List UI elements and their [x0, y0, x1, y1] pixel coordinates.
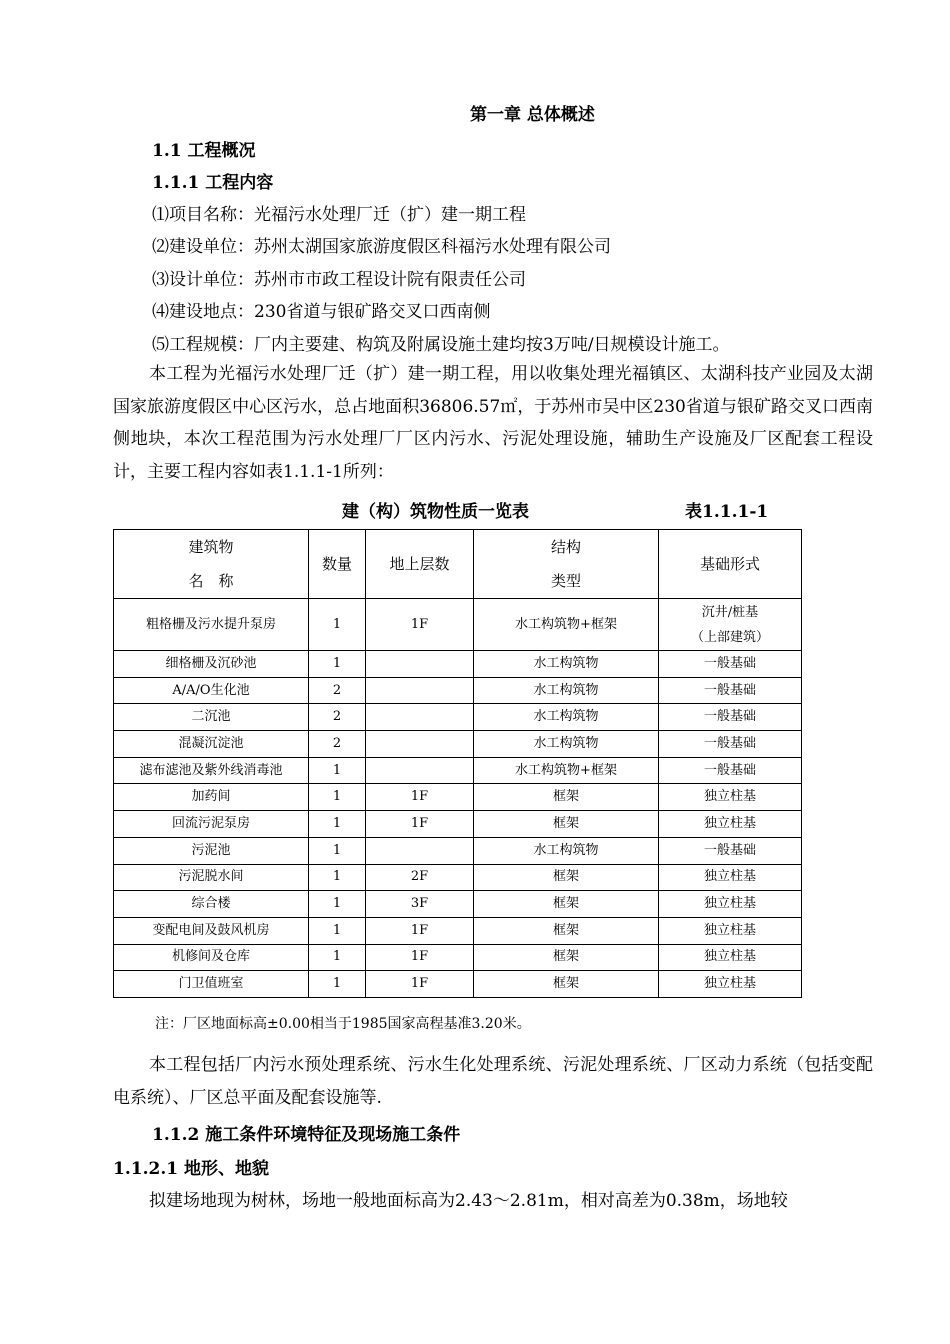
table-row: 门卫值班室 1 1F 框架 独立柱基: [114, 971, 802, 998]
project-name-item: ⑴项目名称：光福污水处理厂迁（扩）建一期工程: [152, 205, 526, 225]
table-row: 粗格栅及污水提升泵房 1 1F 水工构筑物+框架 沉井/桩基 （上部建筑）: [114, 599, 802, 651]
table-row: 混凝沉淀池 2 水工构筑物 一般基础: [114, 731, 802, 758]
table-row: 回流污泥泵房 1 1F 框架 独立柱基: [114, 811, 802, 838]
client-item: ⑵建设单位：苏州太湖国家旅游度假区科福污水处理有限公司: [152, 237, 611, 257]
header-floors: 地上层数: [366, 530, 474, 599]
table-row: 机修间及仓库 1 1F 框架 独立柱基: [114, 944, 802, 971]
header-qty: 数量: [309, 530, 366, 599]
table-note: 注：厂区地面标高±0.00相当于1985国家高程基准3.20米。: [155, 1016, 531, 1032]
section-heading-1-1: 1.1 工程概况: [152, 141, 256, 161]
header-structure: 结构 类型: [474, 530, 659, 599]
header-name: 建筑物 名 称: [114, 530, 309, 599]
scope-paragraph: 本工程包括厂内污水预处理系统、污水生化处理系统、污泥处理系统、厂区动力系统（包括变配电系统）、厂区总平面及配套设施等.: [113, 1055, 873, 1108]
intro-paragraph: 本工程为光福污水处理厂迁（扩）建一期工程，用以收集处理光福镇区、太湖科技产业园及太湖国家旅游度假区中心区污水，总占地面积36806.57㎡，于苏州市吴中区230省道与银矿路交叉口西南侧地块，本次工程范围为污水处理厂厂区内污水、污泥处理设施，辅助生产设施及厂区配套工程设计，主要工程内容如表1.1.1-1所列：: [113, 364, 873, 482]
table-caption: 建（构）筑物性质一览表: [342, 502, 529, 522]
location-item: ⑷建设地点：230省道与银矿路交叉口西南侧: [152, 302, 491, 322]
chapter-title: 第一章 总体概述: [470, 105, 595, 125]
table-row: 综合楼 1 3F 框架 独立柱基: [114, 891, 802, 918]
table-row: 加药间 1 1F 框架 独立柱基: [114, 784, 802, 811]
buildings-table: [113, 529, 802, 998]
designer-item: ⑶设计单位：苏州市市政工程设计院有限责任公司: [152, 270, 526, 290]
table-number: 表1.1.1-1: [685, 502, 769, 522]
table-row: 变配电间及鼓风机房 1 1F 框架 独立柱基: [114, 917, 802, 944]
table-row: 二沉池 2 水工构筑物 一般基础: [114, 704, 802, 731]
table-row: 污泥池 1 水工构筑物 一般基础: [114, 837, 802, 864]
section-heading-1-1-1: 1.1.1 工程内容: [152, 173, 274, 193]
table-row: 污泥脱水间 1 2F 框架 独立柱基: [114, 864, 802, 891]
section-heading-1-1-2: 1.1.2 施工条件环境特征及现场施工条件: [152, 1125, 461, 1145]
scale-item: ⑸工程规模：厂内主要建、构筑及附属设施土建均按3万吨/日规模设计施工。: [152, 335, 730, 355]
table-row: A/A/O生化池 2 水工构筑物 一般基础: [114, 677, 802, 704]
header-foundation: 基础形式: [659, 530, 802, 599]
table-row: 滤布滤池及紫外线消毒池 1 水工构筑物+框架 一般基础: [114, 757, 802, 784]
table-row: 细格栅及沉砂池 1 水工构筑物 一般基础: [114, 651, 802, 678]
section-heading-1-1-2-1: 1.1.2.1 地形、地貌: [113, 1159, 269, 1179]
terrain-paragraph: 拟建场地现为树林，场地一般地面标高为2.43～2.81m，相对高差为0.38m，场地较: [149, 1191, 788, 1211]
table-header-row: [114, 530, 802, 599]
